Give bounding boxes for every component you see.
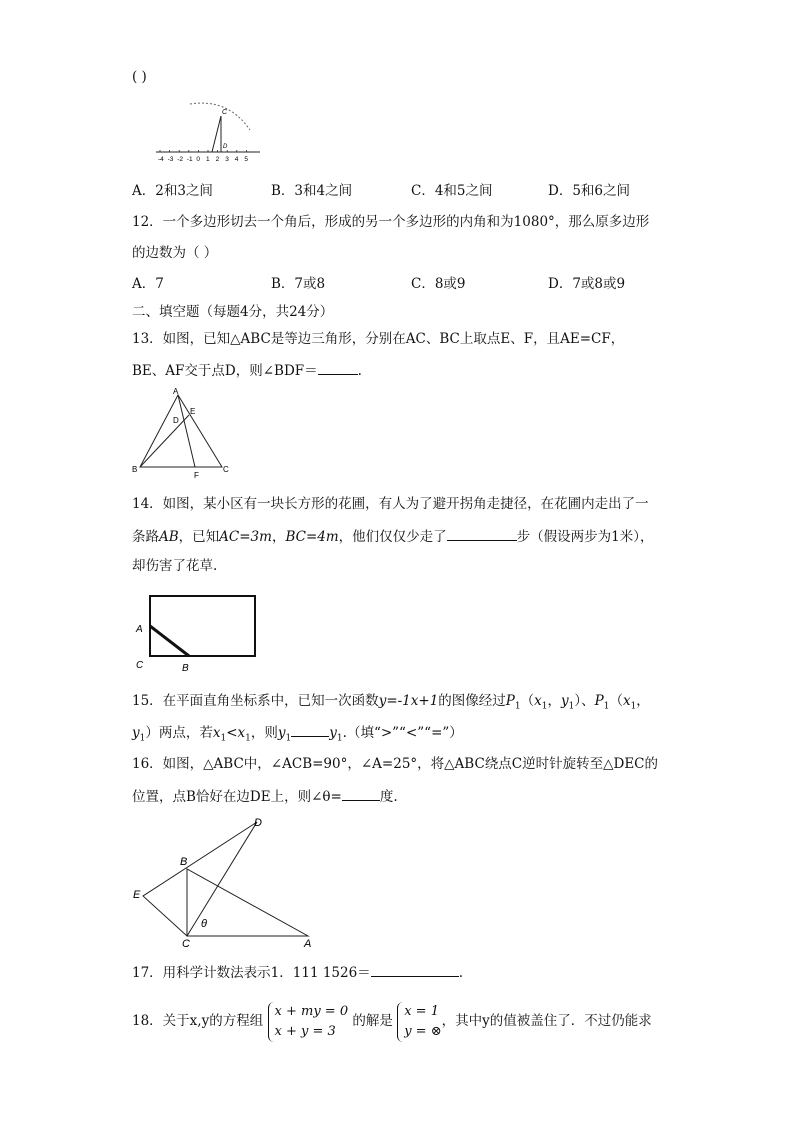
q11-number-line-figure: [150, 100, 265, 168]
q12-line-2: 的边数为（ ）: [132, 245, 218, 261]
q12-option-a: A．7: [132, 276, 164, 292]
q16-label-c: C: [182, 938, 190, 950]
q11-option-d: D．5和6之间: [548, 183, 631, 199]
q12-line-1: 12．一个多边形切去一个角后，形成的另一个多边形的内角和为1080°，那么原多边形: [132, 214, 650, 230]
q18-system-equations: x + my = 0 x + y = 3: [268, 1001, 349, 1043]
q11-tick-label: -1: [186, 156, 193, 163]
q14-line-3: 却伤害了花草.: [132, 558, 218, 574]
q17-line: 17．用科学计数法表示1．111 1526＝ .: [132, 962, 463, 982]
q11-tick-label: -2: [177, 156, 183, 163]
q11-tick-label: 5: [244, 156, 249, 163]
q14-path-ab: [150, 626, 189, 656]
q11-option-c: C．4和5之间: [411, 183, 493, 199]
q14-line-2: 条路AB，已知AC=3m，BC=4m，他们仅仅少走了 步（假设两步为1米），: [132, 526, 654, 546]
q14-rectangle-figure: [132, 590, 262, 675]
q16-label-theta: θ: [201, 918, 207, 930]
q18-solution-system: x = 1 y = ⊗: [397, 1001, 441, 1043]
q13-label-a: A: [173, 387, 179, 396]
q11-tick-label: -4: [158, 156, 164, 163]
q13-segment-af: [178, 395, 195, 467]
q18-line: 18．关于x,y的方程组 x + my = 0 x + y = 3 的解是 x = 1 y = ⊗ ，其中y的值被盖住了．不过仍能求: [132, 1000, 652, 1042]
q14-label-a: A: [136, 624, 143, 635]
q11-tick-label: 2: [215, 156, 220, 163]
q13-label-d: D: [173, 416, 179, 425]
q14-label-c: C: [136, 660, 144, 671]
q13-label-e: E: [190, 407, 196, 416]
q11-tick-label: -3: [167, 156, 174, 163]
q16-label-e: E: [133, 889, 141, 901]
q16-line-1: 16．如图，△ABC中，∠ACB=90°，∠A=25°，将△ABC绕点C逆时针旋转至△DEC的: [132, 756, 659, 772]
q16-answer-blank[interactable]: [342, 786, 380, 801]
q11-option-a: A．2和3之间: [132, 183, 213, 199]
q12-option-b: B．7或8: [271, 276, 326, 292]
q16-triangle-dec: [143, 822, 257, 936]
q14-label-b: B: [182, 663, 189, 674]
q11-paren: ( ): [132, 69, 147, 85]
q13-line-2: BE、AF交于点D，则∠BDF＝ .: [132, 360, 362, 380]
q11-label-c: C: [222, 109, 228, 116]
q13-answer-blank[interactable]: [318, 360, 358, 375]
q13-line-1: 13．如图，已知△ABC是等边三角形，分别在AC、BC上取点E、F，且AE=CF，: [132, 331, 625, 347]
q16-label-a: A: [304, 938, 312, 950]
q16-label-d: D: [254, 817, 262, 829]
q15-answer-blank[interactable]: [291, 722, 329, 737]
q11-hyp-segment: [212, 116, 221, 152]
q12-option-c: C．8或9: [411, 276, 466, 292]
q12-option-d: D．7或8或9: [548, 276, 626, 292]
q11-tick-label: 1: [206, 156, 210, 163]
q11-tick-label: 0: [196, 156, 201, 163]
q14-answer-blank[interactable]: [447, 526, 517, 541]
q16-label-b: B: [180, 856, 188, 868]
q13-triangle-figure: [130, 385, 235, 480]
q11-label-d: D: [223, 144, 228, 150]
q11-tick-label: 4: [234, 156, 239, 163]
q16-line-2: 位置，点B恰好在边DE上，则∠θ= 度.: [132, 786, 398, 806]
q15-line-1: 15．在平面直角坐标系中，已知一次函数y=-1x+1的图像经过$P_1(x_1$，$y_1$）、$P_1(x_1$，: [132, 693, 650, 712]
q11-arc: [190, 103, 250, 130]
q17-answer-blank[interactable]: [371, 962, 459, 977]
q15-line-2: $y_1$）两点，若$x_1<x_1$，则$y_1$ $y_1$.（填“>”“<”“=”）: [132, 722, 463, 748]
q11-tick-label: 3: [225, 156, 229, 163]
q14-line-1: 14．如图，某小区有一块长方形的花圃，有人为了避开拐角走捷径，在花圃内走出了一: [132, 496, 649, 512]
section-2-heading: 二、填空题（每题4分，共24分）: [132, 304, 334, 320]
q13-label-b: B: [132, 465, 138, 474]
q13-label-c: C: [223, 465, 229, 474]
q16-rotation-figure: [130, 812, 325, 952]
q13-segment-be: [140, 415, 189, 467]
q11-option-b: B．3和4之间: [271, 183, 353, 199]
q13-label-f: F: [194, 471, 199, 480]
q14-garden-rect: [150, 596, 255, 656]
